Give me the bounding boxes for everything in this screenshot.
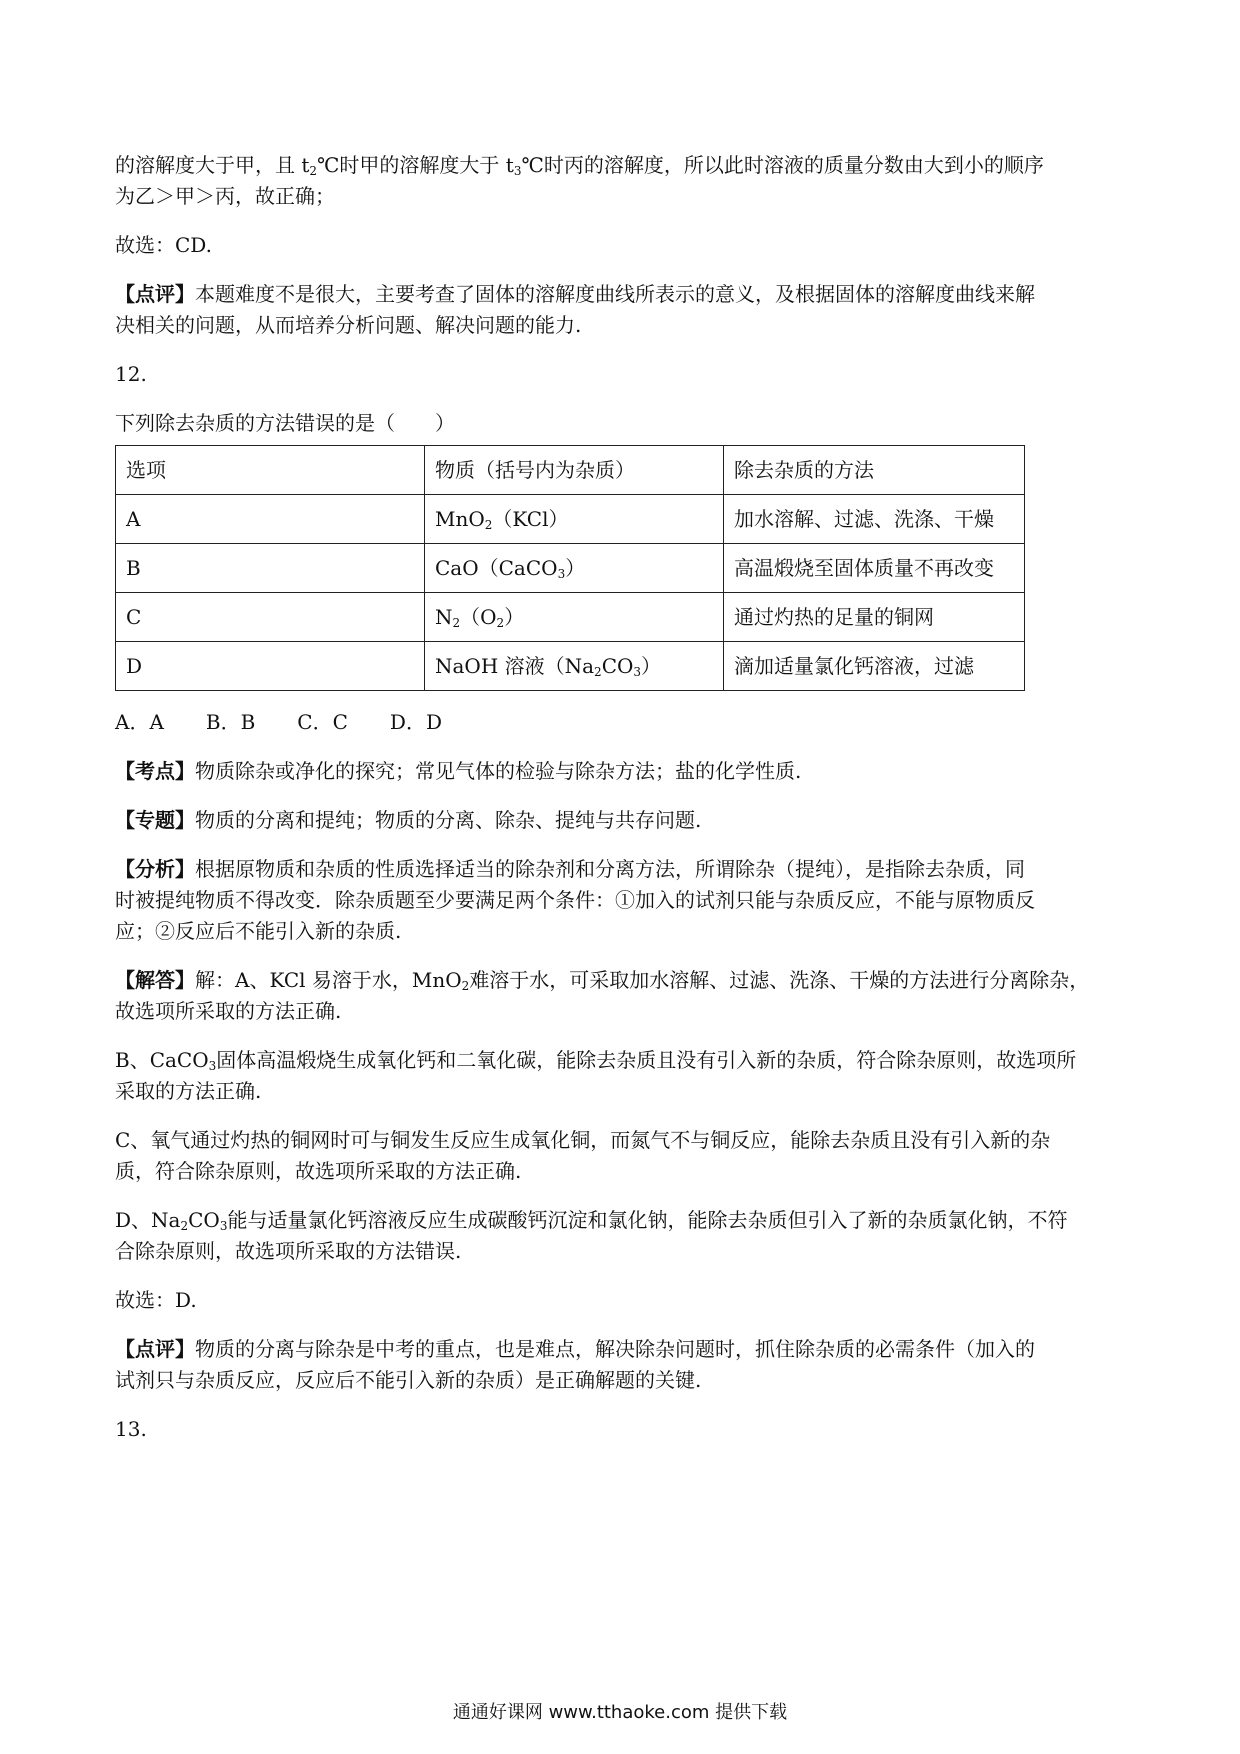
table-header-cell: 物质（括号内为杂质） — [425, 446, 724, 495]
table-cell-method: 高温煅烧至固体质量不再改变 — [724, 544, 1025, 593]
question-stem: 下列除去杂质的方法错误的是（ ） — [115, 411, 455, 435]
jieda-section-a: 【解答】解：A、KCl 易溶于水，MnO$_2$难溶于水，可采取加水溶解、过滤、洗涤、干燥的方法进行分离除杂， 故选项所采取的方法正确. — [115, 968, 1090, 1023]
table-cell-option: D — [116, 642, 425, 691]
table-cell-method: 滴加适量氯化钙溶液，过滤 — [724, 642, 1025, 691]
table-row — [116, 642, 1025, 691]
fenxi-section: 【分析】根据原物质和杂质的性质选择适当的除杂剂和分离方法，所谓除杂（提纯），是指除去杂质，同 时被提纯物质不得改变．除杂质题至少要满足两个条件：①加入的试剂只能与杂质反应，不能与原物质反 应；②反应后不能引入新的杂质. — [115, 857, 1035, 943]
table-cell-option: B — [116, 544, 425, 593]
options-table — [115, 445, 1025, 691]
answer-choices — [115, 707, 1130, 738]
jieda-section-c: C、氧气通过灼热的铜网时可与铜发生反应生成氧化铜，而氮气不与铜反应，能除去杂质且没有引入新的杂 质，符合除杂原则，故选项所采取的方法正确. — [115, 1128, 1051, 1183]
table-row — [116, 593, 1025, 642]
table-cell-substance: $N_2(O_2)$ — [425, 593, 724, 642]
table-cell-method: 通过灼热的足量的铜网 — [724, 593, 1025, 642]
text-line: 为乙＞甲＞丙，故正确； — [115, 184, 335, 208]
table-cell-substance: CaO（CaCO$_3$） — [425, 544, 724, 593]
table-header-cell: 选项 — [116, 446, 425, 495]
table-row — [116, 495, 1025, 544]
prev-comment: 【点评】本题难度不是很大，主要考查了固体的溶解度曲线所表示的意义，及根据固体的溶解度曲线来解 决相关的问题，从而培养分析问题、解决问题的能力. — [115, 282, 1035, 337]
choice-b: B．B — [205, 710, 256, 734]
zhuanti-section: 【专题】物质的分离和提纯；物质的分离、除杂、提纯与共存问题. — [115, 808, 702, 832]
choice-c: C．C — [297, 710, 348, 734]
table-header-cell: 除去杂质的方法 — [724, 446, 1025, 495]
table-cell-method: 加水溶解、过滤、洗涤、干燥 — [724, 495, 1025, 544]
comment-tag: 【点评】 — [115, 282, 195, 306]
table-row — [116, 544, 1025, 593]
jieda-section-b: B、CaCO$_3$固体高温煅烧生成氧化钙和二氧化碳，能除去杂质且没有引入新的杂质，符合除杂原则，故选项所 采取的方法正确. — [115, 1048, 1077, 1103]
choice-a: A．A — [115, 710, 164, 734]
prev-solution-continuation — [115, 150, 1130, 212]
kaodian-section: 【考点】物质除杂或净化的探究；常见气体的检验与除杂方法；盐的化学性质. — [115, 759, 802, 783]
next-question-number: 13. — [115, 1417, 147, 1441]
table-cell-substance: MnO$_2$（KCl） — [425, 495, 724, 544]
answer: 故选：D. — [115, 1288, 197, 1312]
table-header-row — [116, 446, 1025, 495]
question-number: 12. — [115, 362, 147, 386]
jieda-section-d: D、$Na_2CO_3$能与适量氯化钙溶液反应生成碳酸钙沉淀和氯化钠，能除去杂质但引入了新的杂质氯化钠，不符 合除杂原则，故选项所采取的方法错误. — [115, 1208, 1068, 1263]
text-line: 的溶解度大于甲，且 $t_2℃$时甲的溶解度大于 $t_3℃$时丙的溶解度，所以此时溶液的质量分数由大到小的顺序 — [115, 153, 1044, 178]
table-cell-option: A — [116, 495, 425, 544]
choice-d: D．D — [389, 710, 442, 734]
prev-answer: 故选：CD. — [115, 233, 212, 257]
table-cell-option: C — [116, 593, 425, 642]
pingjia-section: 【点评】物质的分离与除杂是中考的重点，也是难点，解决除杂问题时，抓住除杂质的必需条件（加入的 试剂只与杂质反应，反应后不能引入新的杂质）是正确解题的关键. — [115, 1337, 1035, 1392]
document-page — [115, 150, 1130, 1463]
table-cell-substance: NaOH 溶液$(Na_2CO_3)$ — [425, 642, 724, 691]
page-footer: 通通好课网 www.tthaoke.com 提供下载 — [452, 1702, 788, 1723]
